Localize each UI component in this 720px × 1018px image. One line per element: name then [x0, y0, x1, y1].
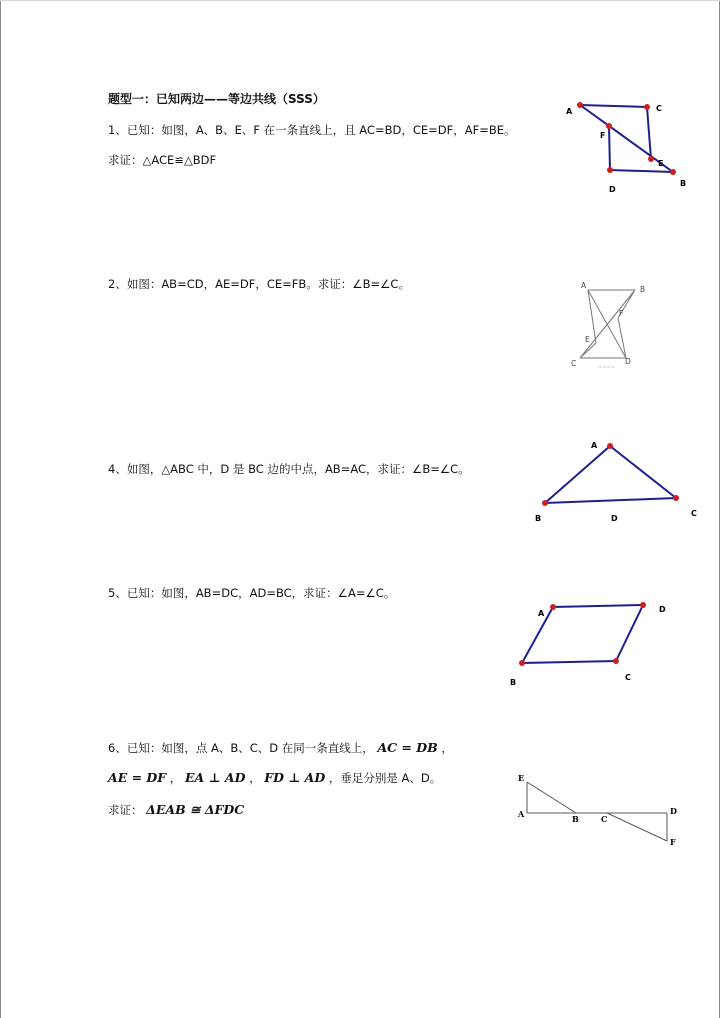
- point-a: [577, 102, 583, 108]
- problem-6-line-1: [108, 740, 453, 756]
- label-b: B: [510, 678, 517, 687]
- problem-1-prove: 求证：△ACE≌△BDF: [108, 153, 217, 167]
- label-a: A: [581, 281, 587, 290]
- page-border-left: [0, 0, 1, 1018]
- label-d: D: [670, 806, 677, 816]
- math-ea-perp-ad: EA ⊥ AD: [184, 770, 246, 785]
- problem-6-line-1-suffix: ，: [441, 741, 453, 755]
- label-e: E: [658, 159, 664, 168]
- problem-6-figure: [512, 770, 687, 850]
- label-b: B: [680, 179, 687, 188]
- math-congruence: ΔEAB ≅ ΔFDC: [146, 802, 245, 817]
- point-d: [607, 167, 613, 173]
- math-ae-equals-df: AE = DF: [108, 770, 167, 785]
- problem-1-given: 1、已知：如图，A、B、E、F 在一条直线上，且 AC=BD，CE=DF，AF=BE。: [108, 123, 516, 137]
- page-border-top: [0, 0, 720, 1]
- point-d: [640, 602, 646, 608]
- point-b: [542, 500, 548, 506]
- math-fd-perp-ad: FD ⊥ AD: [264, 770, 326, 785]
- problem-6-line-1-prefix: 6、已知：如图，点 A、B、C、D 在同一条直线上，: [108, 741, 374, 755]
- point-c: [613, 658, 619, 664]
- segment-bc: [545, 498, 676, 503]
- point-c: [644, 104, 650, 110]
- segment-fd: [618, 318, 626, 358]
- label-f: F: [619, 309, 624, 318]
- label-d: D: [659, 605, 666, 614]
- math-ac-equals-db: AC = DB: [377, 740, 438, 755]
- label-a: A: [538, 609, 545, 618]
- label-e: E: [585, 335, 590, 344]
- problem-4-figure: [525, 432, 705, 527]
- label-a: A: [518, 809, 525, 819]
- figure-caption: ~~~~: [598, 365, 615, 371]
- problem-2-text: 2、如图：AB=CD，AE=DF，CE=FB。求证：∠B=∠C。: [108, 277, 410, 291]
- label-b: B: [640, 285, 646, 294]
- label-c: C: [691, 509, 697, 518]
- prove-prefix: 求证：: [108, 803, 143, 817]
- point-f: [606, 123, 612, 129]
- label-e: E: [518, 773, 525, 783]
- problem-2-figure: [568, 278, 658, 373]
- segment-db: [610, 170, 673, 172]
- point-c: [673, 495, 679, 501]
- label-f: F: [600, 131, 606, 140]
- point-b: [519, 660, 525, 666]
- label-d: D: [611, 514, 618, 523]
- segment-fd: [609, 126, 610, 170]
- problem-1-figure: [560, 95, 700, 200]
- segment-ac: [580, 105, 647, 107]
- segment-bc: [580, 290, 635, 358]
- segment-ab: [545, 446, 610, 503]
- problem-4-text: 4、如图，△ABC 中，D 是 BC 边的中点，AB=AC，求证：∠B=∠C。: [108, 462, 470, 476]
- label-c: C: [571, 359, 577, 368]
- label-f: F: [670, 837, 676, 847]
- segment-ce: [580, 343, 596, 358]
- point-a: [607, 443, 613, 449]
- section-heading: 题型一：已知两边——等边共线（SSS）: [108, 92, 325, 106]
- problem-5-figure: [505, 596, 680, 691]
- segment-ad: [553, 605, 643, 607]
- label-b: B: [535, 514, 542, 523]
- label-d: D: [625, 357, 631, 366]
- point-b: [670, 169, 676, 175]
- problem-6-prove: [108, 802, 244, 818]
- segment-cf: [607, 813, 667, 841]
- label-c: C: [601, 814, 608, 824]
- segment-ac: [610, 446, 676, 498]
- segment-bc: [522, 661, 616, 663]
- segment-eb: [527, 782, 576, 813]
- label-a: A: [591, 441, 598, 450]
- problem-6-line-2-suffix: ，垂足分别是 A、D。: [328, 771, 442, 785]
- separator: ，: [249, 771, 261, 785]
- label-d: D: [609, 185, 616, 194]
- point-a: [550, 604, 556, 610]
- label-a: A: [566, 107, 573, 116]
- segment-cd: [616, 605, 643, 661]
- label-c: C: [656, 104, 662, 113]
- separator: ，: [169, 771, 182, 785]
- problem-5-text: 5、已知：如图，AB=DC，AD=BC，求证：∠A=∠C。: [108, 586, 396, 600]
- point-e: [648, 156, 654, 162]
- label-c: C: [625, 673, 631, 682]
- segment-ce: [647, 107, 651, 159]
- problem-6-line-2: [108, 770, 441, 786]
- label-b: B: [572, 814, 579, 824]
